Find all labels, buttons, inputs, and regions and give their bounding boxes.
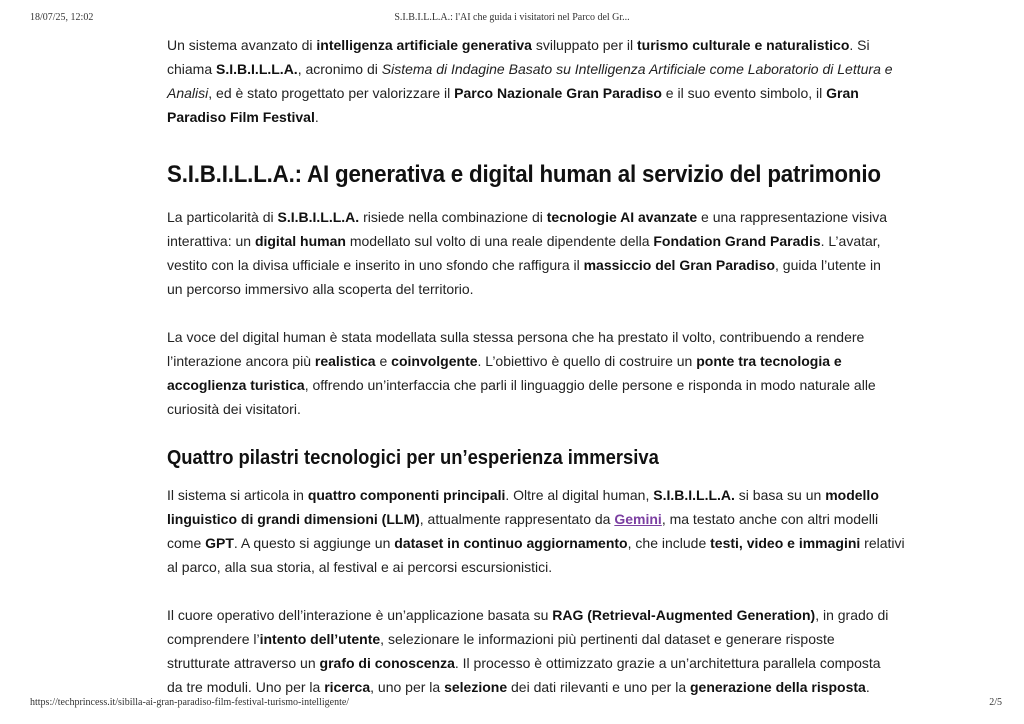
text: relativi xyxy=(860,535,905,551)
text: come xyxy=(167,535,206,551)
text: chiama xyxy=(167,61,217,77)
bold-text: dataset in continuo aggiornamento xyxy=(394,535,628,551)
text: . Si xyxy=(849,37,870,53)
bold-text: Fondation Grand Paradis xyxy=(653,233,821,249)
text: La voce del digital human è stata modellata sulla stessa persona che ha prestato il volto, contribuendo a rendere xyxy=(167,329,865,345)
text-line xyxy=(167,555,867,579)
text-line xyxy=(167,33,870,57)
text: , uno per la xyxy=(370,679,445,695)
text-line xyxy=(167,205,888,229)
bold-text: S.I.B.I.L.L.A. xyxy=(216,61,298,77)
text: La particolarità di xyxy=(167,209,278,225)
text: . L’avatar, xyxy=(820,233,881,249)
text-line xyxy=(167,483,879,507)
text: , in grado di xyxy=(815,607,889,623)
text: l’interazione ancora più xyxy=(167,353,315,369)
print-footer xyxy=(0,697,1024,711)
text-line xyxy=(167,627,867,651)
bold-text: selezione xyxy=(444,679,508,695)
print-url: https://techprincess.it/sibilla-ai-gran-paradiso-film-festival-turismo-intelligente/ xyxy=(30,697,350,708)
text-line xyxy=(167,397,867,421)
text: e una rappresentazione visiva xyxy=(697,209,888,225)
text-line xyxy=(167,105,867,129)
bold-text: coinvolgente xyxy=(391,353,478,369)
bold-text: digital human xyxy=(254,233,346,249)
text: . L’obiettivo è quello di costruire un xyxy=(477,353,697,369)
text: . A questo si aggiunge un xyxy=(233,535,395,551)
text: . xyxy=(314,109,319,125)
text-line xyxy=(167,373,876,397)
article-body xyxy=(167,33,905,699)
bold-text: RAG (Retrieval-Augmented Generation) xyxy=(552,607,816,623)
bold-text: turismo culturale e naturalistico xyxy=(637,37,850,53)
bold-text: modello xyxy=(825,487,879,503)
text-line xyxy=(167,325,867,349)
text-line xyxy=(167,531,905,555)
paragraph xyxy=(167,603,889,699)
bold-text: grafo di conoscenza xyxy=(319,655,455,671)
text-line xyxy=(167,603,889,627)
print-page-title: S.I.B.I.L.L.A.: l'AI che guida i visitatori nel Parco del Gr... xyxy=(394,12,630,23)
text: , ma testato anche con altri modelli xyxy=(661,511,879,527)
text-line xyxy=(167,57,893,81)
text: sviluppato per il xyxy=(531,37,637,53)
text: , guida l’utente in xyxy=(775,257,881,273)
bold-text: tecnologie AI avanzate xyxy=(546,209,698,225)
bold-text: accoglienza turistica xyxy=(167,377,305,393)
italic-text: Sistema di Indagine Basato su Intelligenza Artificiale come Laboratorio di Lettura e xyxy=(381,61,893,77)
text-line xyxy=(167,81,867,105)
text: al parco, alla sua storia, al festival e ai percorsi escursionistici. xyxy=(167,559,553,575)
text: Il cuore operativo dell’interazione è un’applicazione basata su xyxy=(167,607,553,623)
text-line xyxy=(167,229,881,253)
text: e xyxy=(375,353,392,369)
text: strutturate attraverso un xyxy=(167,655,320,671)
text: comprendere l’ xyxy=(167,631,260,647)
text: , attualmente rappresentato da xyxy=(419,511,615,527)
intro-paragraph xyxy=(167,33,893,129)
bold-text: ponte tra tecnologia e xyxy=(696,353,842,369)
paragraph xyxy=(167,205,888,301)
text: , offrendo un’interfaccia che parli il linguaggio delle persone e risponda in modo naturale alle xyxy=(304,377,876,393)
bold-text: linguistico di grandi dimensioni (LLM) xyxy=(167,511,420,527)
bold-text: GPT xyxy=(205,535,234,551)
text: dei dati rilevanti e uno per la xyxy=(507,679,690,695)
text-line xyxy=(167,277,867,301)
bold-text: ricerca xyxy=(324,679,371,695)
text: interattiva: un xyxy=(167,233,255,249)
bold-text: intento dell’utente xyxy=(259,631,381,647)
print-header xyxy=(0,12,1024,26)
text-line xyxy=(167,507,879,531)
gemini-link[interactable]: Gemini xyxy=(614,511,662,527)
bold-text: Parco Nazionale Gran Paradiso xyxy=(454,85,662,101)
paragraph xyxy=(167,483,905,579)
paragraph xyxy=(167,325,876,421)
text: . Il processo è ottimizzato grazie a un’architettura parallela composta xyxy=(454,655,881,671)
subsection-heading: Quattro pilastri tecnologici per un’esperienza immersiva xyxy=(167,447,659,469)
page-number: 2/5 xyxy=(989,697,1002,708)
bold-text: quattro componenti principali xyxy=(307,487,506,503)
text: . Oltre al digital human, xyxy=(505,487,654,503)
text-line xyxy=(167,675,870,699)
text-line xyxy=(167,349,867,373)
text: un percorso immersivo alla scoperta del territorio. xyxy=(167,281,474,297)
text: da tre moduli. Uno per la xyxy=(167,679,325,695)
bold-text: testi, video e immagini xyxy=(710,535,861,551)
bold-text: S.I.B.I.L.L.A. xyxy=(277,209,360,225)
text: . xyxy=(865,679,870,695)
text-line xyxy=(167,253,881,277)
text: vestito con la divisa ufficiale e inserito in uno sfondo che raffigura il xyxy=(167,257,584,273)
text: si basa su un xyxy=(734,487,826,503)
bold-text: massiccio del Gran Paradiso xyxy=(583,257,776,273)
text: , ed è stato progettato per valorizzare il xyxy=(208,85,455,101)
text: curiosità dei visitatori. xyxy=(167,401,301,417)
text-line xyxy=(167,651,881,675)
text: , che include xyxy=(627,535,711,551)
text: e il suo evento simbolo, il xyxy=(661,85,827,101)
bold-text: realistica xyxy=(314,353,376,369)
text: risiede nella combinazione di xyxy=(359,209,547,225)
text: , selezionare le informazioni più pertinenti dal dataset e generare risposte xyxy=(380,631,835,647)
text: Un sistema avanzato di xyxy=(167,37,317,53)
italic-text: Analisi xyxy=(167,85,209,101)
section-heading: S.I.B.I.L.L.A.: AI generativa e digital human al servizio del patrimonio xyxy=(167,161,881,188)
bold-text: intelligenza artificiale generativa xyxy=(316,37,532,53)
text: Il sistema si articola in xyxy=(167,487,308,503)
print-date: 18/07/25, 12:02 xyxy=(30,12,94,23)
bold-text: S.I.B.I.L.L.A. xyxy=(653,487,735,503)
bold-text: Paradiso Film Festival xyxy=(167,109,315,125)
bold-text: generazione della risposta xyxy=(690,679,866,695)
bold-text: Gran xyxy=(826,85,859,101)
text: modellato sul volto di una reale dipendente della xyxy=(345,233,654,249)
text: , acronimo di xyxy=(297,61,382,77)
